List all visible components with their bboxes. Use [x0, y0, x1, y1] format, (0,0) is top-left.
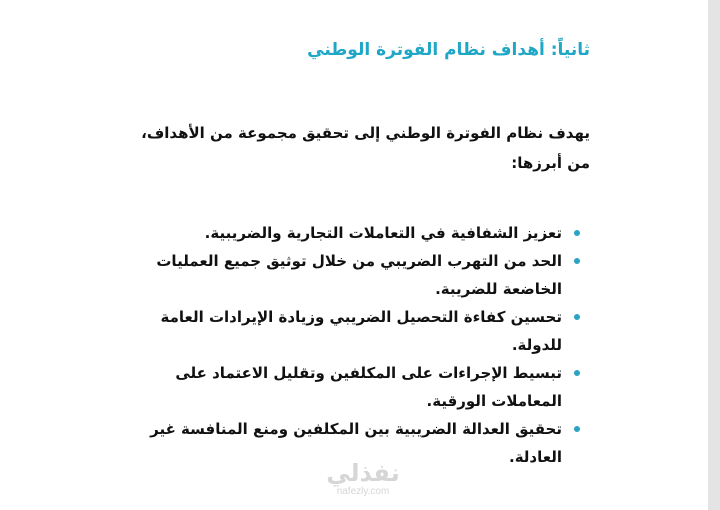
page-edge	[708, 0, 720, 510]
goals-list	[130, 219, 580, 471]
bullet-icon	[574, 314, 580, 320]
watermark-logo-text: نفذلي	[326, 459, 400, 487]
goal-item	[130, 303, 580, 359]
goal-text: الحد من التهرب الضريبي من خلال توثيق جميع العمليات الخاضعة للضريبة.	[156, 252, 562, 298]
bullet-icon	[574, 370, 580, 376]
goal-text: تحقيق العدالة الضريبية بين المكلفين ومنع المنافسة غير العادلة.	[150, 420, 562, 466]
section-heading: ثانياً: أهداف نظام الفوترة الوطني	[307, 40, 590, 60]
goal-text: تحسين كفاءة التحصيل الضريبي وزيادة الإيرادات العامة للدولة.	[160, 308, 562, 354]
goal-text: تعزيز الشفافية في التعاملات التجارية والضريبية.	[204, 224, 562, 242]
bullet-icon	[574, 230, 580, 236]
watermark-domain: nafezly.com	[336, 486, 390, 497]
bullet-icon	[574, 258, 580, 264]
goal-item	[130, 219, 580, 247]
intro-paragraph: يهدف نظام الفوترة الوطني إلى تحقيق مجموعة من الأهداف، من أبرزها:	[141, 124, 590, 172]
goal-item	[130, 359, 580, 415]
bullet-icon	[574, 426, 580, 432]
goal-item	[130, 247, 580, 303]
watermark-logo	[318, 460, 408, 498]
goal-text: تبسيط الإجراءات على المكلفين وتقليل الاعتماد على المعاملات الورقية.	[175, 364, 562, 410]
